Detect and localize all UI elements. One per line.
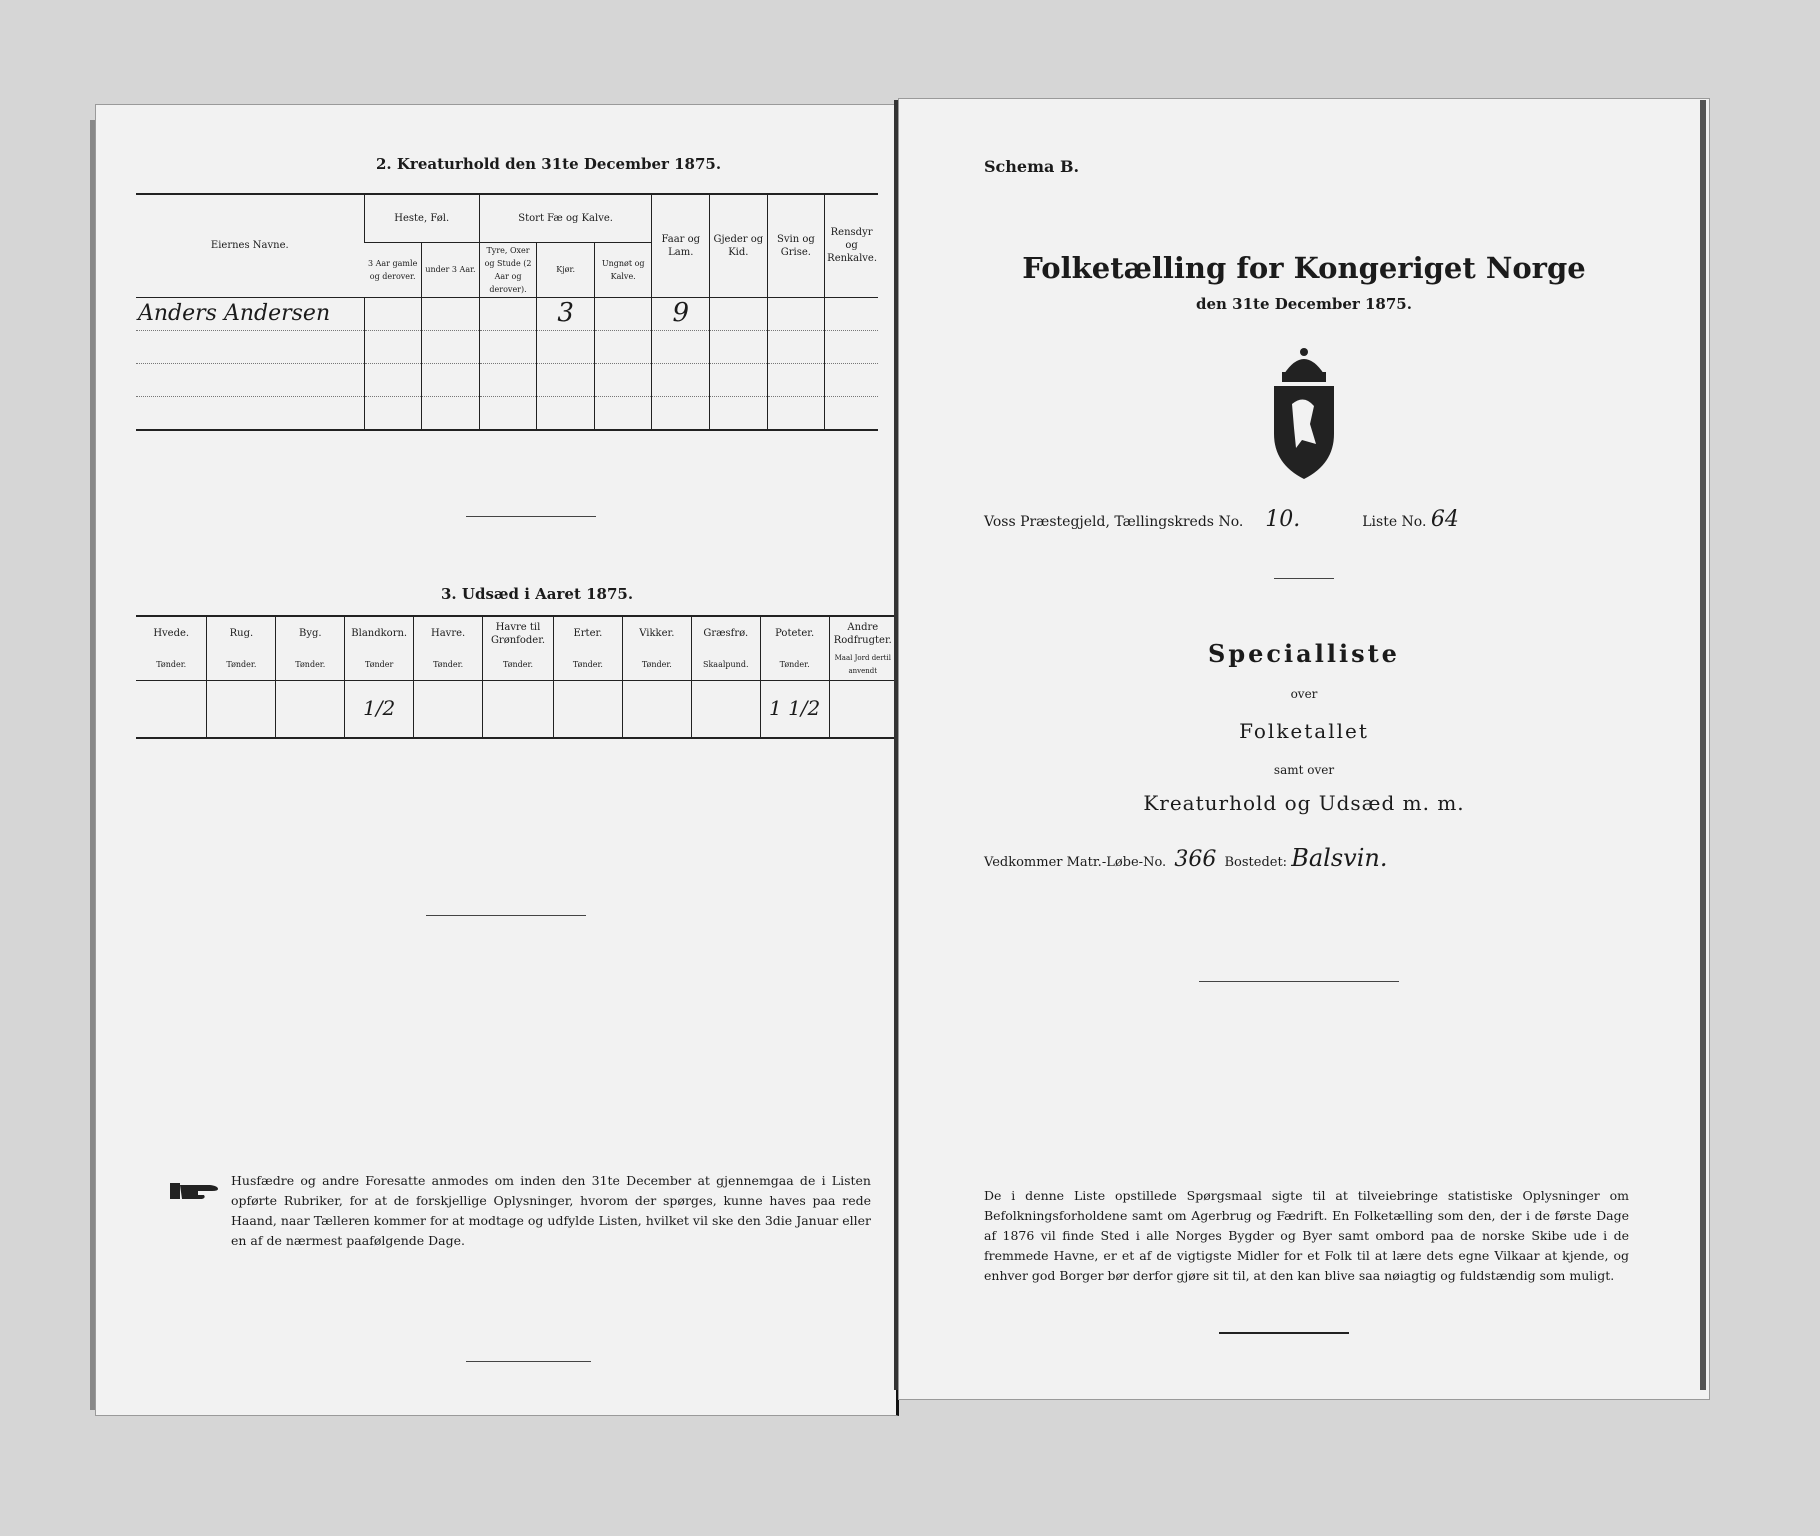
seed-unit: Tønder. bbox=[207, 650, 276, 680]
seed-col: Havre til Grønfoder. bbox=[483, 616, 554, 650]
seed-col: Græsfrø. bbox=[691, 616, 760, 650]
seed-unit: Tønder. bbox=[276, 650, 345, 680]
seed-col: Poteter. bbox=[760, 616, 829, 650]
blandkorn-value: 1/2 bbox=[345, 680, 414, 738]
seed-col: Havre. bbox=[414, 616, 483, 650]
divider bbox=[1219, 1332, 1349, 1334]
district-label: Tællingskreds No. bbox=[1114, 514, 1244, 530]
livestock-table bbox=[136, 193, 878, 431]
divider bbox=[466, 1361, 591, 1362]
cows-value: 3 bbox=[537, 297, 595, 330]
matr-value: 366 bbox=[1174, 847, 1217, 872]
col-goats-header: Gjeder og Kid. bbox=[710, 194, 768, 297]
divider bbox=[1199, 981, 1399, 982]
parish-label: Voss Præstegjeld, bbox=[984, 514, 1110, 530]
table-row bbox=[136, 330, 878, 363]
seed-table bbox=[136, 615, 896, 739]
document-date: den 31te December 1875. bbox=[1196, 295, 1412, 313]
col-sheep-header: Faar og Lam. bbox=[652, 194, 710, 297]
section3-title: 3. Udsæd i Aaret 1875. bbox=[441, 585, 634, 603]
divider bbox=[466, 516, 596, 517]
seed-unit: Tønder. bbox=[414, 650, 483, 680]
seed-col: Andre Rodfrugter. bbox=[829, 616, 896, 650]
seed-unit: Tønder. bbox=[483, 650, 554, 680]
list-value: 64 bbox=[1430, 507, 1459, 532]
folketallet-label: Folketallet bbox=[1239, 719, 1369, 743]
seed-col: Byg. bbox=[276, 616, 345, 650]
seed-col: Hvede. bbox=[136, 616, 207, 650]
seed-unit: Tønder. bbox=[760, 650, 829, 680]
seed-unit: Skaalpund. bbox=[691, 650, 760, 680]
sheep-value: 9 bbox=[652, 297, 710, 330]
kreatur-label: Kreaturhold og Udsæd m. m. bbox=[1143, 791, 1465, 815]
over-label: over bbox=[1290, 687, 1318, 701]
col-bulls: Tyre, Oxer og Stude (2 Aar og derover). bbox=[479, 242, 537, 297]
samt-over-label: samt over bbox=[1273, 763, 1335, 777]
list-label: Liste No. bbox=[1362, 514, 1427, 530]
col-calves: Ungnøt og Kalve. bbox=[594, 242, 652, 297]
seed-col: Rug. bbox=[207, 616, 276, 650]
coat-of-arms-icon bbox=[1254, 344, 1354, 484]
seed-unit: Tønder bbox=[345, 650, 414, 680]
matr-label: Vedkommer Matr.-Løbe-No. bbox=[984, 855, 1167, 870]
table-row bbox=[136, 396, 878, 430]
notice-text: Husfædre og andre Foresatte anmodes om inden den 31te December at gjennemgaa de i Listen opførte Rubriker, for at de forskjellige Oplysninger, hvorom der spørges, kunne haves paa rede Haand, naar Tælleren kommer for at modtage og udfylde Listen, hvilket vil ske den 3die Januar eller en af de nærmest paafølgende Dage. bbox=[231, 1173, 871, 1248]
location-line bbox=[984, 507, 1459, 532]
right-edge bbox=[1700, 100, 1706, 1390]
col-horses-old: 3 Aar gamle og derover. bbox=[364, 242, 422, 297]
col-cows: Kjør. bbox=[537, 242, 595, 297]
matr-line bbox=[984, 844, 1387, 872]
seed-unit: Tønder. bbox=[553, 650, 622, 680]
poteter-value: 1 1/2 bbox=[760, 680, 829, 738]
col-pigs-header: Svin og Grise. bbox=[767, 194, 825, 297]
schema-label: Schema B. bbox=[984, 157, 1080, 176]
section2-title: 2. Kreaturhold den 31te December 1875. bbox=[376, 155, 722, 173]
right-page bbox=[898, 98, 1710, 1400]
left-page bbox=[95, 104, 899, 1416]
bosted-label: Bostedet: bbox=[1224, 855, 1288, 870]
seed-col: Vikker. bbox=[622, 616, 691, 650]
table-row bbox=[136, 297, 878, 330]
document-title: Folketælling for Kongeriget Norge bbox=[1022, 251, 1586, 285]
pointing-hand-icon bbox=[168, 1177, 223, 1205]
col-reindeer-header: Rensdyr og Renkalve. bbox=[825, 194, 878, 297]
information-paragraph: De i denne Liste opstillede Spørgsmaal sigte til at tilveiebringe statistiske Oplysninger om Befolkningsforholdene samt om Agerbrug og Fædrift. En Folketælling som den, der i de første Dage af 1876 vil finde Sted i alle Norges Bygder og Byer samt ombord paa de norske Skibe ude i de fremmede Havne, er et af de vigtigste Midler for et Folk til at lære dets egne Vilkaar at kjende, og enhver god Borger bør derfor gjøre sit til, at den kan blive saa nøiagtig og fuldstændig som muligt. bbox=[984, 1188, 1629, 1283]
col-owner-header: Eiernes Navne. bbox=[136, 194, 364, 297]
divider bbox=[1274, 578, 1334, 579]
seed-col: Blandkorn. bbox=[345, 616, 414, 650]
col-horses-header: Heste, Føl. bbox=[364, 194, 479, 242]
col-cattle-header: Stort Fæ og Kalve. bbox=[479, 194, 652, 242]
col-horses-young: under 3 Aar. bbox=[422, 242, 480, 297]
seed-unit: Tønder. bbox=[156, 660, 187, 670]
specialliste-title: Specialliste bbox=[1208, 639, 1400, 668]
seed-unit: Tønder. bbox=[622, 650, 691, 680]
table-row bbox=[136, 363, 878, 396]
owner-name: Anders Andersen bbox=[136, 297, 364, 330]
table-row bbox=[136, 680, 896, 738]
district-value: 10. bbox=[1265, 507, 1301, 532]
bosted-value: Balsvin. bbox=[1291, 844, 1388, 872]
seed-unit: Maal Jord dertil anvendt bbox=[829, 650, 896, 680]
divider bbox=[426, 915, 586, 916]
seed-col: Erter. bbox=[553, 616, 622, 650]
